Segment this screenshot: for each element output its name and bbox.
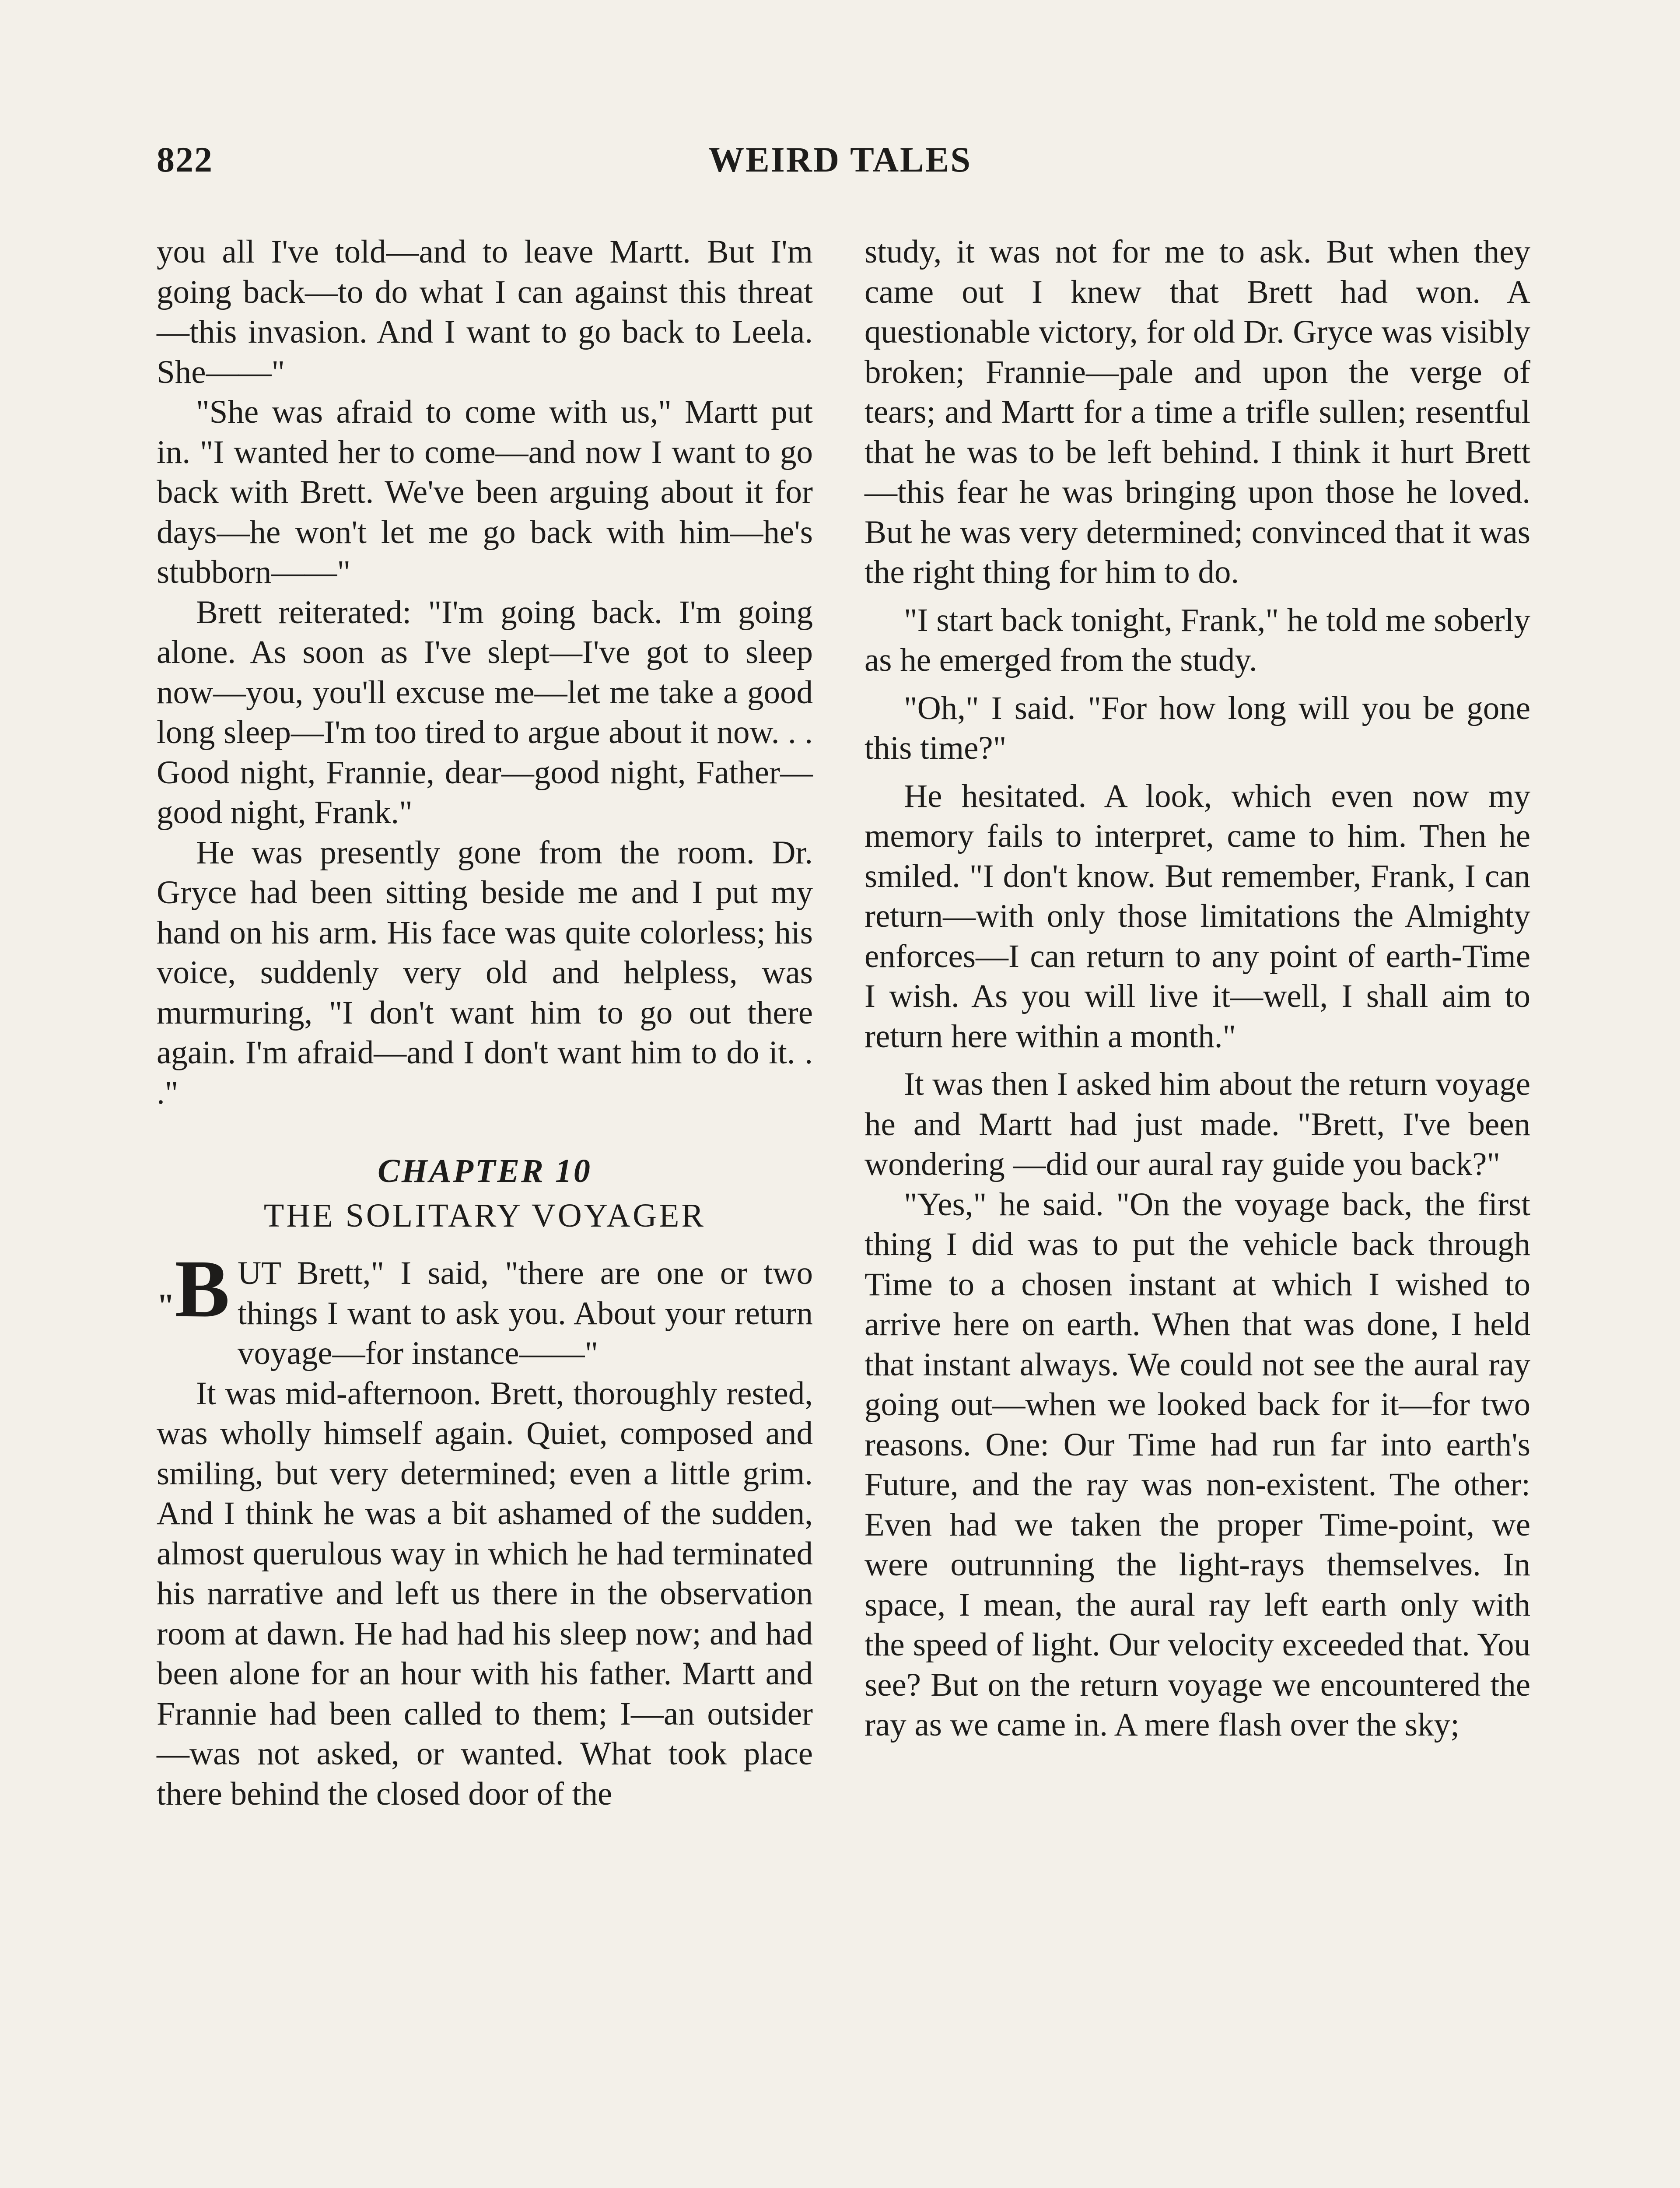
chapter-number: CHAPTER 10 (378, 1153, 592, 1189)
paragraph: "Yes," he said. "On the voyage back, the first thing I did was to put the vehicle back through Time to a chosen instant at which I wished to arrive here on earth. When that was done, I held that instant always. We could not see the aural ray going out—when we looked back for it—for two reasons. One: Our Time had run far into earth's Future, and the ray was non-existent. The other: Even had we taken the proper Time-point, we were outrunning the light-rays themselves. In space, I mean, the aural ray left earth only with the speed of light. Our velocity exceeded that. You see? But on the return voyage we encountered the ray as we came in. A mere flash over the sky; (864, 1186, 1530, 1743)
opening-paragraph-text: UT Brett," I said, "there are one or two things I want to ask you. About your return voyage—for instance——" (238, 1255, 813, 1371)
running-title: WEIRD TALES (708, 140, 972, 179)
paragraph: Brett reiterated: "I'm going back. I'm going alone. As soon as I've slept—I've got to sleep now—you, you'll excuse me—let me take a good long sleep—I'm too tired to argue about it now. . . Good night, Frannie, dear—good night, Father—good night, Frank." (157, 594, 813, 831)
paragraph: "I start back tonight, Frank," he told me soberly as he emerged from the study. (864, 602, 1530, 678)
paragraph: It was then I asked him about the return voyage he and Martt had just made. "Brett, I've been wondering —did our aural ray guide you back?" (864, 1066, 1530, 1182)
opening-paragraph (157, 1243, 813, 1374)
paragraph: study, it was not for me to ask. But when they came out I knew that Brett had won. A questionable victory, for old Dr. Gryce was visibly broken; Frannie—pale and upon the verge of tears; and Martt for a time a trifle sullen; resentful that he was to be left behind. I think it hurt Brett—this fear he was bringing upon those he loved. But he was very determined; convinced that it was the right thing for him to do. (864, 234, 1530, 590)
paragraph: He hesitated. A look, which even now my memory fails to interpret, came to him. Then he smiled. "I don't know. But remember, Frank, I can return—with only those limitations the Almighty enforces—I can return to any point of earth-Time I wish. As you will live it—well, I shall aim to return here within a month." (864, 778, 1530, 1055)
left-column (157, 232, 813, 1814)
drop-cap-quote: " (157, 1287, 175, 1324)
drop-cap (157, 1243, 230, 1339)
chapter-title: THE SOLITARY VOYAGER (263, 1197, 706, 1234)
page-number: 822 (157, 140, 213, 179)
drop-cap-letter: B (175, 1243, 230, 1334)
right-column (864, 232, 1530, 1745)
paragraph: you all I've told—and to leave Martt. But I'm going back—to do what I can against this threat—this invasion. And I want to go back to Leela. She——" (157, 234, 813, 390)
paragraph: He was presently gone from the room. Dr. Gryce had been sitting beside me and I put my hand on his arm. His face was quite colorless; his voice, suddenly very old and helpless, was murmuring, "I don't want him to go out there again. I'm afraid—and I don't want him to do it. . ." (157, 834, 813, 1111)
paragraph: "She was afraid to come with us," Martt put in. "I wanted her to come—and now I want to go back with Brett. We've been arguing about it for days—he won't let me go back with him—he's stubborn——" (157, 394, 813, 590)
paragraph: "Oh," I said. "For how long will you be gone this time?" (864, 690, 1530, 766)
paragraph: It was mid-afternoon. Brett, thoroughly rested, was wholly himself again. Quiet, composed and smiling, but very determined; even a little grim. And I think he was a bit ashamed of the sudden, almost querulous way in which he had terminated his narrative and left us there in the observation room at dawn. He had had his sleep now; and had been alone for an hour with his father. Martt and Frannie had been called to them; I—an outsider—was not asked, or wanted. What took place there behind the closed door of the (157, 1375, 813, 1812)
